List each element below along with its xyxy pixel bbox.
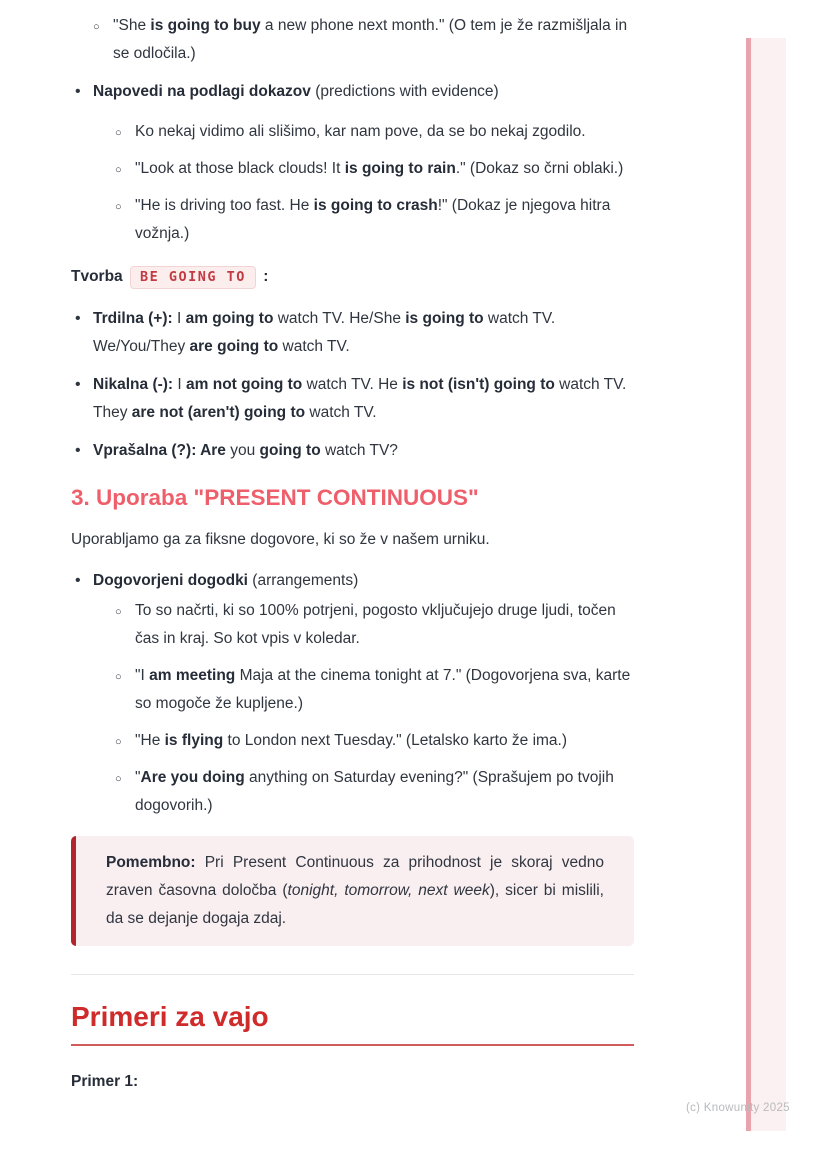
- important-callout: Pomembno: Pri Present Continuous za prihodnost je skoraj vedno zraven časovna določba (tonight, tomorrow, next week), sicer bi mislili, da se dejanje dogaja zdaj.: [71, 836, 634, 946]
- tvorba-heading-line: Tvorba BE GOING TO :: [71, 263, 634, 291]
- predictions-list: [71, 78, 634, 248]
- usage-intro-paragraph: Uporabljamo ga za fiksne dogovore, ki so že v našem urniku.: [71, 531, 490, 548]
- sub-bullet-item: ○ "He is driving too fast. He is going to crash!" (Dokaz je njegova hitra vožnja.): [113, 192, 634, 248]
- bullet-item-predictions: [71, 78, 634, 248]
- sub-bullet-item: ○ "He is flying to London next Tuesday." (Letalsko karto že ima.): [113, 727, 634, 755]
- section-heading-present-continuous: 3. Uporaba "PRESENT CONTINUOUS": [71, 485, 479, 510]
- bullet-item-question: • Vprašalna (?): Are you going to watch TV?: [71, 437, 634, 465]
- bullet-item-affirmative: • Trdilna (+): I am going to watch TV. He/She is going to watch TV. We/You/They are going to watch TV.: [71, 305, 634, 361]
- exercises-heading: Primeri za vajo: [71, 999, 634, 1046]
- sub-bullet-item: ○ "Look at those black clouds! It is going to rain." (Dokaz so črni oblaki.): [113, 155, 634, 183]
- bullet-item-arrangements: [71, 567, 634, 820]
- example-1-label: Primer 1:: [71, 1073, 139, 1090]
- page-edge-accent: [746, 38, 786, 1131]
- document-page: [71, 0, 634, 1096]
- sub-bullet-item: ○ To so načrti, ki so 100% potrjeni, pogosto vključujejo druge ljudi, točen čas in kraj. So kot vpis v koledar.: [113, 597, 634, 653]
- page-edge-fill: [751, 38, 786, 1131]
- bullet-lead-text: Dogovorjeni dogodki (arrangements): [93, 572, 359, 589]
- forms-list: [71, 305, 634, 465]
- continued-sublist: [91, 12, 634, 68]
- arrangements-sublist: [113, 597, 634, 820]
- sub-bullet-item: ○ "She is going to buy a new phone next month." (O tem je že razmišljala in se odločila.): [91, 12, 634, 68]
- predictions-sublist: [113, 118, 634, 248]
- sub-bullet-item: ○ Ko nekaj vidimo ali slišimo, kar nam pove, da se bo nekaj zgodilo.: [113, 118, 634, 146]
- arrangements-list: [71, 567, 634, 820]
- sub-bullet-item: ○ "I am meeting Maja at the cinema tonight at 7." (Dogovorjena sva, karte so mogoče že kupljene.): [113, 662, 634, 718]
- copyright-watermark: (c) Knowunity 2025: [686, 1102, 790, 1114]
- bullet-lead-text: Napovedi na podlagi dokazov (predictions with evidence): [93, 83, 499, 100]
- sub-bullet-item: ○ "Are you doing anything on Saturday evening?" (Sprašujem po tvojih dogovorih.): [113, 764, 634, 820]
- bullet-item-negative: • Nikalna (-): I am not going to watch TV. He is not (isn't) going to watch TV. They are not (aren't) going to watch TV.: [71, 371, 634, 427]
- section-divider: [71, 974, 634, 975]
